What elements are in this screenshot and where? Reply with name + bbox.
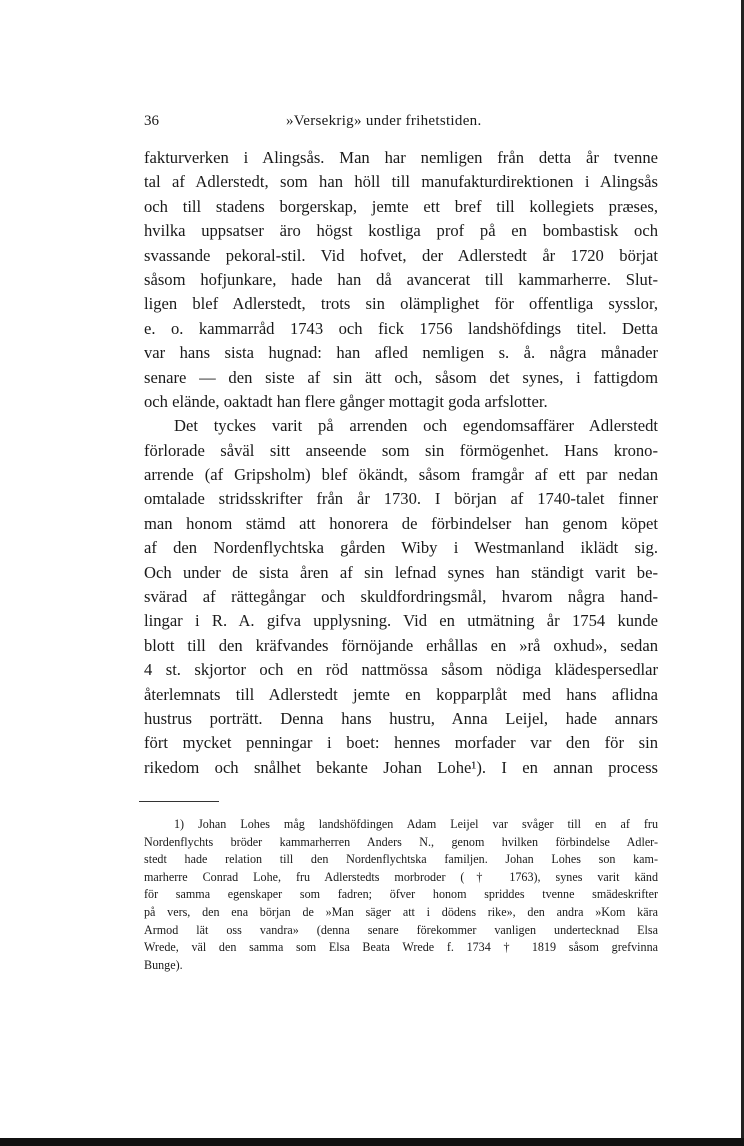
footnote-line: marherre Conrad Lohe, fru Adlerstedts morbroder († 1763), synes varit känd <box>144 869 658 884</box>
text-line: af den Nordenflychtska gården Wiby i Westmanland iklädt sig. <box>144 538 658 558</box>
text-line: svärad af rättegångar och skuldfordringsmål, hvarom några hand- <box>144 587 658 607</box>
body-text <box>144 146 658 780</box>
text-line: tal af Adlerstedt, som han höll till manufakturdirektionen i Alingsås <box>144 172 658 192</box>
text-line: förlorade såväl sitt anseende som sin förmögenhet. Hans krono- <box>144 440 658 460</box>
text-line: fakturverken i Alingsås. Man har nemligen från detta år tvenne <box>144 148 658 167</box>
text-line: och till stadens borgerskap, jemte ett bref till kollegiets præses, <box>144 196 658 216</box>
page-header <box>144 113 658 135</box>
running-title: »Versekrig» under frihetstiden. <box>286 113 482 129</box>
footnote-line: på vers, den ena början de »Man säger att i dödens rike», den andra »Kom kära <box>144 904 658 919</box>
text-line: och elände, oaktadt han flere gånger mottagit goda arfslotter. <box>144 391 548 411</box>
footnote-line: stedt hade relation till den Nordenflychtska familjen. Johan Lohes son kam- <box>144 852 658 867</box>
text-line: ligen blef Adlerstedt, trots sin olämplighet för offentliga sysslor, <box>144 294 658 314</box>
text-line: fört mycket penningar i boet: hennes morfader var den för sin <box>144 733 658 753</box>
footnote <box>144 816 658 974</box>
footnote-divider <box>139 801 219 802</box>
footnote-line: 1) Johan Lohes måg landshöfdingen Adam Leijel var svåger till en af fru <box>174 817 658 831</box>
footnote-line: Bunge). <box>144 957 183 972</box>
text-line: blott till den kräfvandes förnöjande erhållas en »rå oxhud», sedan <box>144 635 658 655</box>
text-line: återlemnats till Adlerstedt jemte en kopparplåt med hans aflidna <box>144 684 658 704</box>
footnote-line: Nordenflychts bröder kammarherren Anders N., genom hvilken förbindelse Adler- <box>144 834 658 849</box>
text-line: lingar i R. A. gifva upplysning. Vid en utmätning år 1754 kunde <box>144 611 658 631</box>
text-line: var hans sista hugnad: han afled nemligen s. å. några månader <box>144 343 658 363</box>
text-line: 4 st. skjortor och en röd nattmössa såsom nödiga klädespersedlar <box>144 660 658 680</box>
text-line: man honom stämd att honorera de förbindelser han genom köpet <box>144 513 658 533</box>
footnote-line: Armod lät oss vandra» (denna senare förekommer vanligen undertecknad Elsa <box>144 922 658 937</box>
text-line: hvilka uppsatser äro högst kostliga prof på en bombastisk och <box>144 221 658 241</box>
text-line: e. o. kammarråd 1743 och fick 1756 landshöfdings titel. Detta <box>144 318 658 338</box>
text-line: Och under de sista åren af sin lefnad synes han ständigt varit be- <box>144 562 658 582</box>
text-line: senare — den siste af sin ätt och, såsom det synes, i fattigdom <box>144 367 658 387</box>
text-line: såsom hofjunkare, hade han då avancerat till kammarherre. Slut- <box>144 269 658 289</box>
page-number: 36 <box>144 113 159 129</box>
text-line: arrende (af Gripsholm) blef ökändt, såsom framgår af ett par nedan <box>144 465 658 485</box>
text-line: hustrus porträtt. Denna hans hustru, Anna Leijel, hade annars <box>144 708 658 728</box>
paragraph-start-line: Det tyckes varit på arrenden och egendomsaffärer Adlerstedt <box>174 416 658 436</box>
text-line: rikedom och snålhet bekante Johan Lohe¹). I en annan process <box>144 757 658 777</box>
text-line: svassande pekoral-stil. Vid hofvet, der Adlerstedt år 1720 börjat <box>144 245 658 265</box>
footnote-line: för samma egenskaper som fadren; öfver honom spriddes tvenne smädeskrifter <box>144 887 658 902</box>
scan-bottom-edge <box>0 1138 744 1146</box>
footnote-line: Wrede, väl den samma som Elsa Beata Wrede f. 1734 † 1819 såsom grefvinna <box>144 940 658 955</box>
text-line: omtalade stridsskrifter från år 1730. I början af 1740-talet finner <box>144 489 658 509</box>
